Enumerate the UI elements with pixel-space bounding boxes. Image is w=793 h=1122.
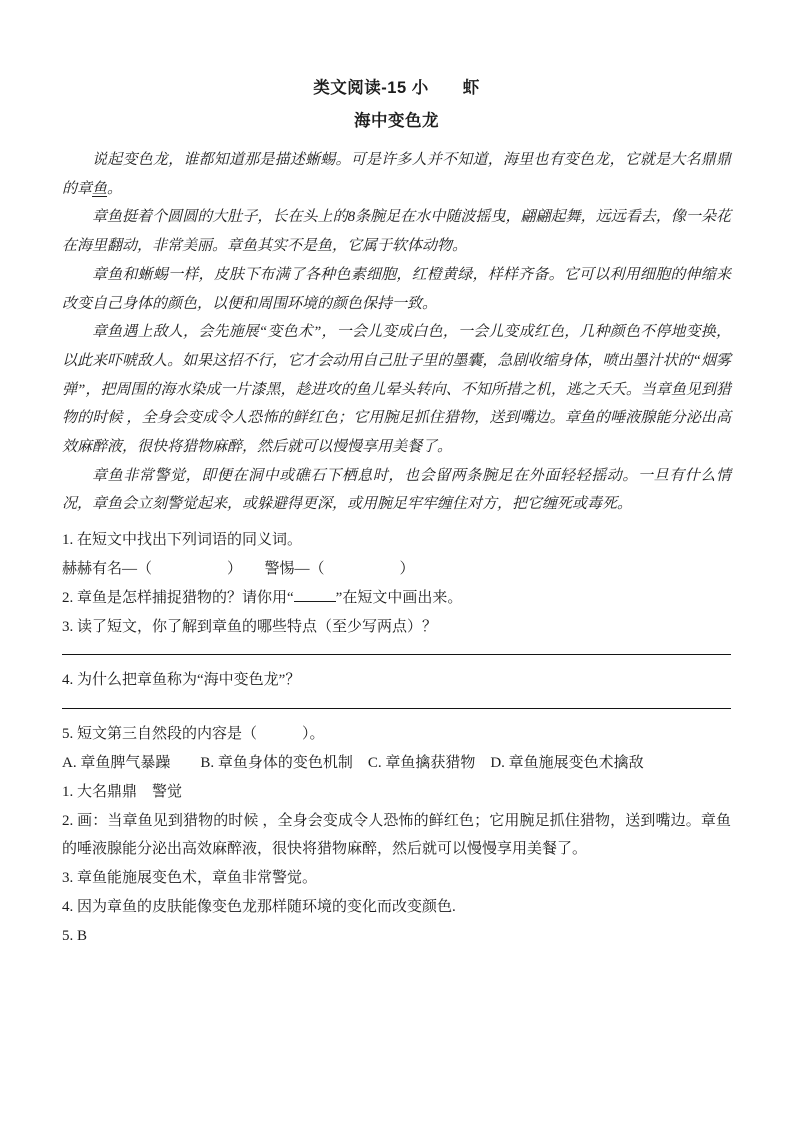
answer-4: 4. 因为章鱼的皮肤能像变色龙那样随环境的变化而改变颜色. xyxy=(62,898,456,915)
passage-paragraph-1 xyxy=(62,146,731,203)
passage-paragraph-3: 章鱼和蜥蜴一样，皮肤下布满了各种色素细胞，红橙黄绿，样样齐备。它可以利用细胞的伸缩来改变自己身体的颜色，以便和周围环境的颜色保持一致。 xyxy=(62,266,731,312)
paragraph-1-period: 。 xyxy=(107,180,123,197)
questions-section xyxy=(62,526,731,778)
question-2-prefix: 2. 章鱼是怎样捕捉猎物的？请你用“ xyxy=(62,589,294,606)
passage-paragraph-2: 章鱼挺着个圆圆的大肚子，长在头上的8条腕足在水中随波摇曳，翩翩起舞，远远看去，像一朵花在海里翻动，非常美丽。章鱼其实不是鱼，它属于软体动物。 xyxy=(62,209,731,255)
answer-1: 1. 大名鼎鼎 警觉 xyxy=(62,783,183,800)
question-1-synonym-blanks: 赫赫有名—（ ） 警惕—（ ） xyxy=(62,560,415,577)
answer-rule-line-2 xyxy=(62,708,731,709)
answer-3: 3. 章鱼能施展变色术，章鱼非常警觉。 xyxy=(62,870,318,887)
doc-subtitle: 海中变色龙 xyxy=(354,112,439,130)
doc-title: 类文阅读-15 小 虾 xyxy=(313,79,480,97)
passage-paragraph-4: 章鱼遇上敌人，会先施展“变色术”，一会儿变成白色，一会儿变成红色，几种颜色不停地变换，以此来吓唬敌人。如果这招不行，它才会动用自己肚子里的墨囊，急剧收缩身体，喷出墨汁状的“烟雾弹”，把周围的海水染成一片漆黑，趁进攻的鱼儿晕头转向、不知所措之机，逃之夭夭。当章鱼见到猎物的时候 ，全身会变成令人恐怖的鲜红色；它用腕足抓住猎物，送到嘴边。章鱼的唾液腺能分泌出高效麻醉液，很快将猎物麻醉，然后就可以慢慢享用美餐了。 xyxy=(62,324,731,456)
question-5: 5. 短文第三自然段的内容是（ ）。 xyxy=(62,726,325,743)
answers-section xyxy=(62,778,731,951)
paragraph-1-underlined-char: 鱼 xyxy=(92,180,108,197)
question-4: 4. 为什么把章鱼称为“海中变色龙”？ xyxy=(62,672,301,689)
reading-passage xyxy=(62,146,731,519)
question-5-options: A. 章鱼脾气暴躁 B. 章鱼身体的变色机制 C. 章鱼擒获猎物 D. 章鱼施展变色术擒敌 xyxy=(62,754,644,771)
question-2-blank-line xyxy=(294,588,336,602)
question-2-suffix: ”在短文中画出来。 xyxy=(335,589,463,606)
paragraph-1-text: 说起变色龙，谁都知道那是描述蜥蜴。可是许多人并不知道，海里也有变色龙，它就是大名鼎鼎的章 xyxy=(62,152,731,197)
question-1: 1. 在短文中找出下列词语的同义词。 xyxy=(62,532,303,549)
question-3: 3. 读了短文，你了解到章鱼的哪些特点（至少写两点）？ xyxy=(62,618,438,635)
answer-rule-line-1 xyxy=(62,654,731,655)
question-2 xyxy=(62,584,731,613)
answer-2: 2. 画：当章鱼见到猎物的时候 ，全身会变成令人恐怖的鲜红色；它用腕足抓住猎物，送到嘴边。章鱼的唾液腺能分泌出高效麻醉液，很快将猎物麻醉，然后就可以慢慢享用美餐了。 xyxy=(62,812,731,858)
answer-5: 5. B xyxy=(62,927,88,944)
passage-paragraph-5: 章鱼非常警觉，即便在洞中或礁石下栖息时，也会留两条腕足在外面轻轻摇动。一旦有什么情况，章鱼会立刻警觉起来，或躲避得更深，或用腕足牢牢缠住对方，把它缠死或毒死。 xyxy=(62,467,731,513)
